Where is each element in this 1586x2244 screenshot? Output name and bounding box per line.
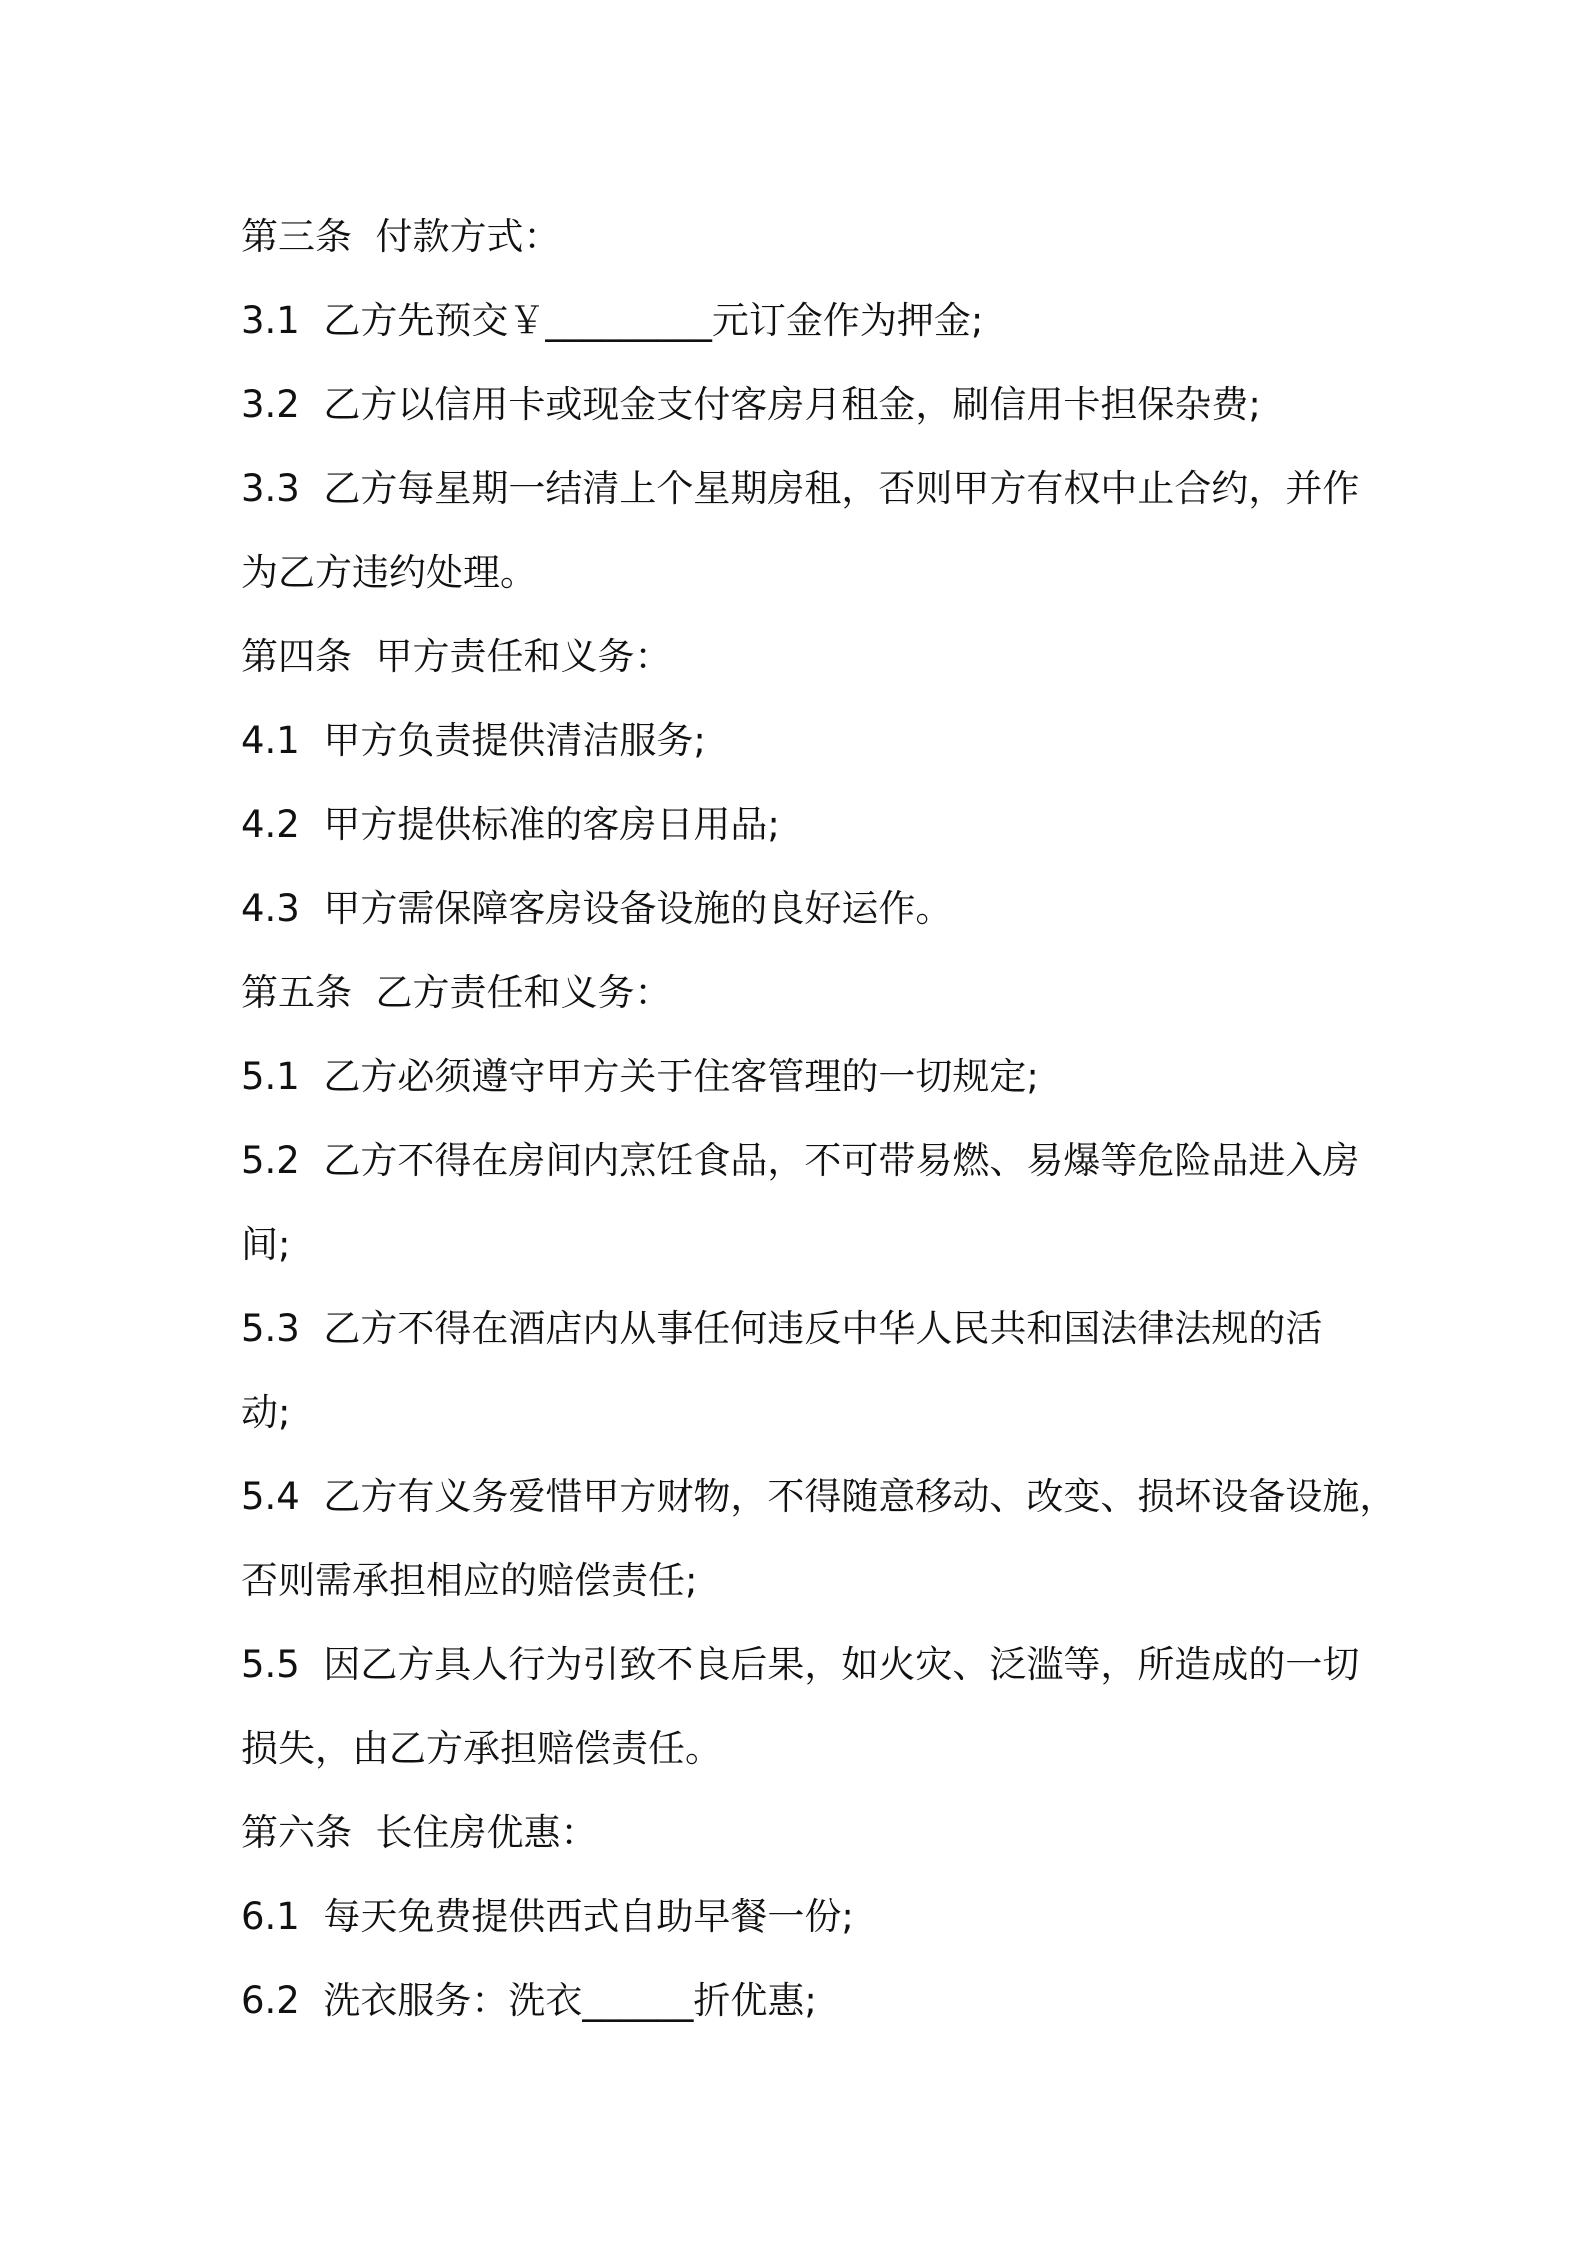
clause-5-2: 5.2 乙方不得在房间内烹饪食品，不可带易燃、易爆等危险品进入房 (241, 1139, 1360, 1182)
clause-5-4-continued: 否则需承担相应的赔偿责任; (241, 1559, 698, 1602)
clause-5-1: 5.1 乙方必须遵守甲方关于住客管理的一切规定; (241, 1055, 1039, 1098)
clause-6-2: 6.2 洗衣服务：洗衣______折优惠; (241, 1979, 817, 2022)
clause-6-1: 6.1 每天免费提供西式自助早餐一份; (241, 1895, 854, 1938)
clause-3-3: 3.3 乙方每星期一结清上个星期房租，否则甲方有权中止合约，并作 (241, 467, 1360, 510)
clause-4-3: 4.3 甲方需保障客房设备设施的良好运作。 (241, 887, 953, 930)
heading-article-4: 第四条 甲方责任和义务： (241, 635, 672, 678)
clause-5-5: 5.5 因乙方具人行为引致不良后果，如火灾、泛滥等，所造成的一切 (241, 1643, 1360, 1686)
clause-5-3: 5.3 乙方不得在酒店内从事任何违反中华人民共和国法律法规的活 (241, 1307, 1323, 1350)
clause-5-3-continued: 动; (241, 1391, 291, 1434)
clause-3-3-continued: 为乙方违约处理。 (241, 551, 537, 594)
clause-4-2: 4.2 甲方提供标准的客房日用品; (241, 803, 780, 846)
clause-5-4: 5.4 乙方有义务爱惜甲方财物，不得随意移动、改变、损坏设备设施， (241, 1475, 1397, 1518)
clause-5-2-continued: 间; (241, 1223, 291, 1266)
clause-3-1: 3.1 乙方先预交￥_________元订金作为押金; (241, 299, 984, 342)
clause-3-2: 3.2 乙方以信用卡或现金支付客房月租金，刷信用卡担保杂费; (241, 383, 1261, 426)
clause-5-5-continued: 损失，由乙方承担赔偿责任。 (241, 1727, 722, 1770)
heading-article-5: 第五条 乙方责任和义务： (241, 971, 672, 1014)
heading-article-3: 第三条 付款方式： (241, 215, 561, 258)
contract-body (241, 195, 1397, 2043)
clause-4-1: 4.1 甲方负责提供清洁服务; (241, 719, 706, 762)
heading-article-6: 第六条 长住房优惠： (241, 1811, 598, 1854)
